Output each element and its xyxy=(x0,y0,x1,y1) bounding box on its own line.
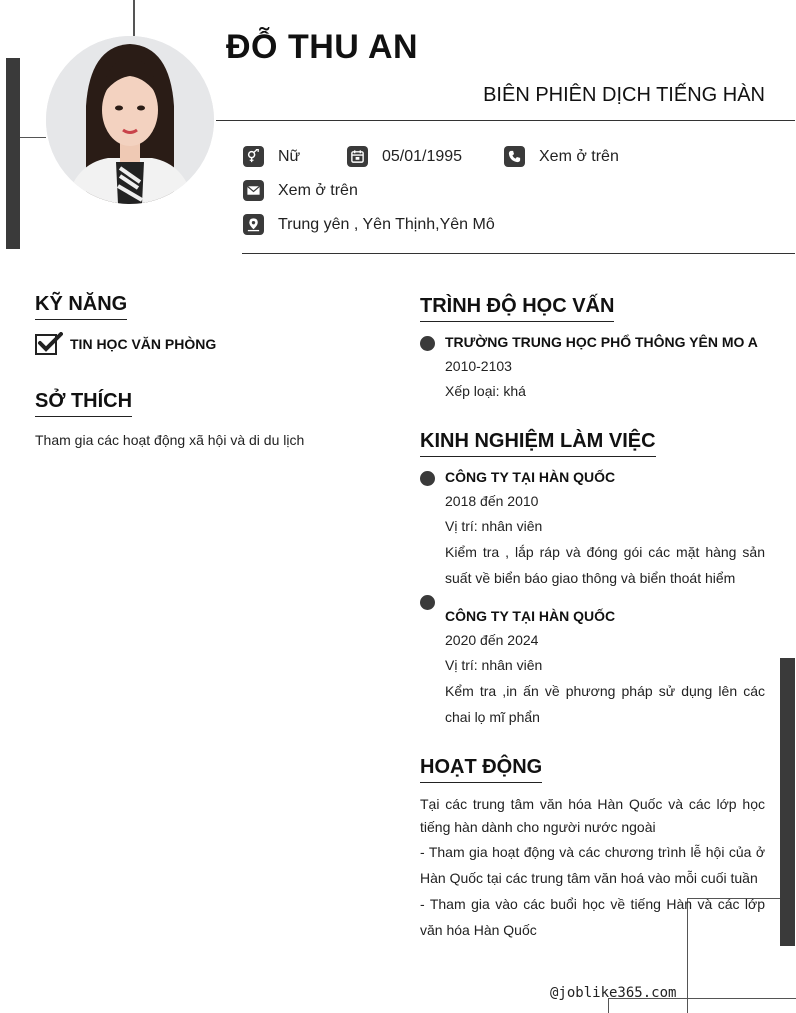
location-pin-icon xyxy=(243,214,264,235)
timeline-dot xyxy=(420,471,435,486)
activities-intro: Tại các trung tâm văn hóa Hàn Quốc và các lớp học tiếng hàn dành cho người nước ngoài xyxy=(420,796,765,835)
gender-value: Nữ xyxy=(278,147,301,165)
experience-company: CÔNG TY TẠI HÀN QUỐC xyxy=(445,469,616,485)
education-school: TRƯỜNG TRUNG HỌC PHỔ THÔNG YÊN MO A xyxy=(445,334,758,350)
activities-item: - Tham gia vào các buổi học về tiếng Hàn và các lớp văn hóa Hàn Quốc xyxy=(420,896,765,938)
info-email xyxy=(243,180,358,201)
gender-icon xyxy=(243,146,264,167)
birthdate-value: 05/01/1995 xyxy=(382,147,463,165)
skill-item xyxy=(35,332,216,356)
calendar-icon xyxy=(347,146,368,167)
phone-icon xyxy=(504,146,525,167)
activities-title: HOẠT ĐỘNG xyxy=(420,756,542,783)
skills-title: KỸ NĂNG xyxy=(35,293,127,320)
experience-title: KINH NGHIỆM LÀM VIỆC xyxy=(420,430,656,457)
address-value: Trung yên , Yên Thịnh,Yên Mô xyxy=(278,215,495,233)
experience-company: CÔNG TY TẠI HÀN QUỐC xyxy=(445,608,616,624)
experience-period: 2018 đến 2010 xyxy=(445,493,539,509)
hobbies-title: SỞ THÍCH xyxy=(35,390,132,417)
decor-bar-right xyxy=(780,658,795,946)
education-title: TRÌNH ĐỘ HỌC VẤN xyxy=(420,295,614,322)
timeline-dot xyxy=(420,336,435,351)
email-value: Xem ở trên xyxy=(278,181,358,199)
decor-line-top xyxy=(133,0,135,36)
candidate-name: ĐỖ THU AN xyxy=(226,28,419,66)
phone-value: Xem ở trên xyxy=(539,147,619,165)
header-divider xyxy=(216,120,795,121)
info-phone xyxy=(504,146,619,167)
experience-position: Vị trí: nhân viên xyxy=(445,657,543,673)
decor-bar-left xyxy=(6,58,20,249)
checkbox-checked-icon xyxy=(35,332,63,356)
activities-item: - Tham gia hoạt động và các chương trình lễ hội của ở Hàn Quốc tại các trung tâm văn hoá vào mỗi cuối tuần xyxy=(420,844,765,886)
avatar-illustration xyxy=(46,36,214,204)
hobbies-text: Tham gia các hoạt động xã hội và di du lịch xyxy=(35,432,305,448)
experience-description: Kểm tra ,in ấn về phương pháp sử dụng lên các chai lọ mĩ phẩn xyxy=(445,683,765,725)
envelope-icon xyxy=(243,180,264,201)
education-grade: Xếp loại: khá xyxy=(445,383,526,399)
timeline-dot xyxy=(420,595,435,610)
experience-position: Vị trí: nhân viên xyxy=(445,518,543,534)
experience-period: 2020 đến 2024 xyxy=(445,632,539,648)
info-address xyxy=(243,214,495,235)
skill-label: TIN HỌC VĂN PHÒNG xyxy=(70,336,217,352)
job-title: BIÊN PHIÊN DỊCH TIẾNG HÀN xyxy=(483,84,765,106)
footer-credit: @joblike365.com xyxy=(550,985,677,1001)
experience-description: Kiểm tra , lắp ráp và đóng gói các mặt hàng sản suất về biển báo giao thông và biển thoát hiểm xyxy=(445,544,765,586)
decor-line-left xyxy=(20,137,46,138)
info-divider xyxy=(242,253,795,254)
info-gender xyxy=(243,146,300,167)
info-birthdate xyxy=(347,146,462,167)
profile-photo xyxy=(46,36,214,204)
education-years: 2010-2103 xyxy=(445,358,512,374)
